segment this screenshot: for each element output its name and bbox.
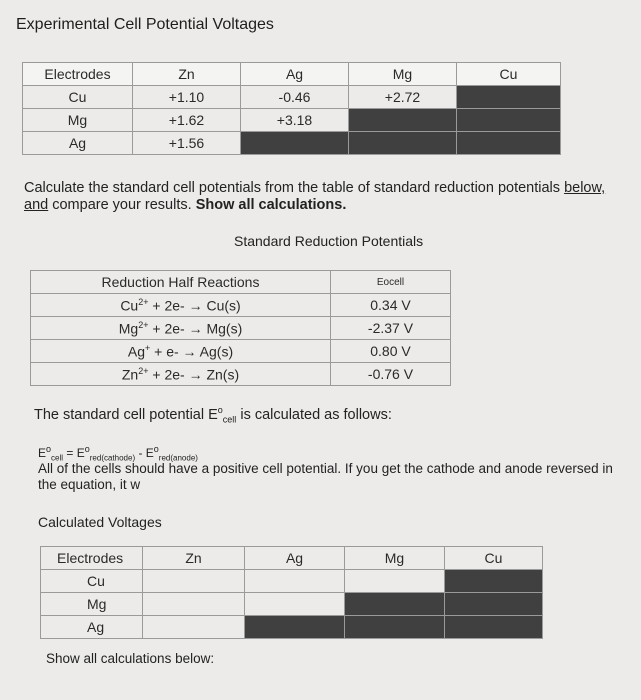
experimental-voltages-table xyxy=(22,62,561,155)
formula-sub-anode: red(anode) xyxy=(158,453,198,463)
empty-cell[interactable] xyxy=(345,570,445,593)
reaction-cell xyxy=(31,317,331,340)
charge: + xyxy=(145,342,151,353)
potential-value: 0.80 V xyxy=(331,340,451,363)
cell-value: +2.72 xyxy=(349,86,457,109)
cell-value: +1.10 xyxy=(133,86,241,109)
shaded-cell xyxy=(445,570,543,593)
shaded-cell xyxy=(345,616,445,639)
header-ag: Ag xyxy=(245,547,345,570)
row-label: Cu xyxy=(41,570,143,593)
table-header-row xyxy=(41,547,543,570)
potential-value: 0.34 V xyxy=(331,294,451,317)
intro-sub: cell xyxy=(222,414,237,425)
calculated-voltages-title: Calculated Voltages xyxy=(38,514,162,530)
reaction-cell xyxy=(31,294,331,317)
show-calculations-label: Show all calculations below: xyxy=(46,651,215,666)
instructions-paragraph xyxy=(24,180,624,214)
formula-sup: o xyxy=(84,444,90,454)
row-label: Ag xyxy=(41,616,143,639)
formula-intro xyxy=(34,405,392,425)
formula-eq: = E xyxy=(63,446,85,460)
formula-sup: o xyxy=(153,444,159,454)
row-label: Mg xyxy=(41,593,143,616)
row-label: Mg xyxy=(23,109,133,132)
header-cu: Cu xyxy=(445,547,543,570)
empty-cell[interactable] xyxy=(245,570,345,593)
potential-value: -2.37 V xyxy=(331,317,451,340)
ion: Zn xyxy=(121,366,139,383)
table-row xyxy=(31,317,451,340)
header-electrodes: Electrodes xyxy=(41,547,143,570)
cell-potential-formula xyxy=(38,444,198,462)
empty-cell[interactable] xyxy=(143,593,245,616)
shaded-cell xyxy=(445,616,543,639)
note-paragraph: All of the cells should have a positive cell potential. If you get the cathode and anode reversed in the equation, it w xyxy=(38,461,613,492)
row-label: Ag xyxy=(23,132,133,155)
formula-sub-cell: cell xyxy=(51,453,64,463)
formula-e: E xyxy=(38,446,47,460)
charge: 2+ xyxy=(138,296,149,307)
formula-minus: - E xyxy=(135,446,154,460)
srp-table-title: Standard Reduction Potentials xyxy=(234,233,424,249)
ion: Ag xyxy=(127,343,145,360)
formula-sub-cathode: red(cathode) xyxy=(89,453,136,463)
header-zn: Zn xyxy=(143,547,245,570)
shaded-cell xyxy=(457,86,561,109)
header-potential: Eocell xyxy=(331,271,451,294)
cell-value: -0.46 xyxy=(241,86,349,109)
shaded-cell xyxy=(349,109,457,132)
table-row xyxy=(41,570,543,593)
shaded-cell xyxy=(345,593,445,616)
table-row xyxy=(23,132,561,155)
header-zn: Zn xyxy=(133,63,241,86)
table-row xyxy=(31,340,451,363)
instructions-text-2: compare your results. xyxy=(52,197,192,213)
table-row xyxy=(31,294,451,317)
page-title: Experimental Cell Potential Voltages xyxy=(16,16,274,33)
table-row xyxy=(23,109,561,132)
shaded-cell xyxy=(241,132,349,155)
calculated-voltages-table xyxy=(40,546,543,639)
empty-cell[interactable] xyxy=(245,593,345,616)
intro-sup: o xyxy=(217,405,223,415)
table-row xyxy=(41,593,543,616)
reaction-cell xyxy=(31,340,331,363)
cell-value: +1.62 xyxy=(133,109,241,132)
table-row xyxy=(23,86,561,109)
ion: Cu xyxy=(120,297,139,314)
shaded-cell xyxy=(445,593,543,616)
shaded-cell xyxy=(457,132,561,155)
shaded-cell xyxy=(349,132,457,155)
empty-cell[interactable] xyxy=(143,616,245,639)
reaction-rest: + 2e- → Mg(s) xyxy=(148,320,243,337)
header-ag: Ag xyxy=(241,63,349,86)
empty-cell[interactable] xyxy=(143,570,245,593)
header-electrodes: Electrodes xyxy=(23,63,133,86)
cell-value: +1.56 xyxy=(133,132,241,155)
shaded-cell xyxy=(245,616,345,639)
header-mg: Mg xyxy=(349,63,457,86)
header-cu: Cu xyxy=(457,63,561,86)
table-header-row xyxy=(23,63,561,86)
instructions-bold: Show all calculations. xyxy=(195,197,347,213)
formula-sup: o xyxy=(46,444,52,454)
reaction-rest: + 2e- → Cu(s) xyxy=(148,297,241,314)
instructions-underlined: below, and xyxy=(24,180,606,213)
intro-text-2: is calculated as follows: xyxy=(236,406,392,423)
instructions-text: Calculate the standard cell potentials from the table of standard reduction potentials xyxy=(24,180,561,196)
shaded-cell xyxy=(457,109,561,132)
reaction-rest: + e- → Ag(s) xyxy=(150,343,234,360)
table-row xyxy=(31,363,451,386)
header-reaction: Reduction Half Reactions xyxy=(31,271,331,294)
potential-value: -0.76 V xyxy=(331,363,451,386)
charge: 2+ xyxy=(138,365,149,376)
intro-text: The standard cell potential E xyxy=(34,406,218,423)
header-mg: Mg xyxy=(345,547,445,570)
table-row xyxy=(41,616,543,639)
charge: 2+ xyxy=(138,319,149,330)
reaction-rest: + 2e- → Zn(s) xyxy=(148,366,240,383)
reaction-cell xyxy=(31,363,331,386)
row-label: Cu xyxy=(23,86,133,109)
cell-value: +3.18 xyxy=(241,109,349,132)
standard-reduction-table xyxy=(30,270,451,386)
ion: Mg xyxy=(118,320,139,337)
table-header-row xyxy=(31,271,451,294)
